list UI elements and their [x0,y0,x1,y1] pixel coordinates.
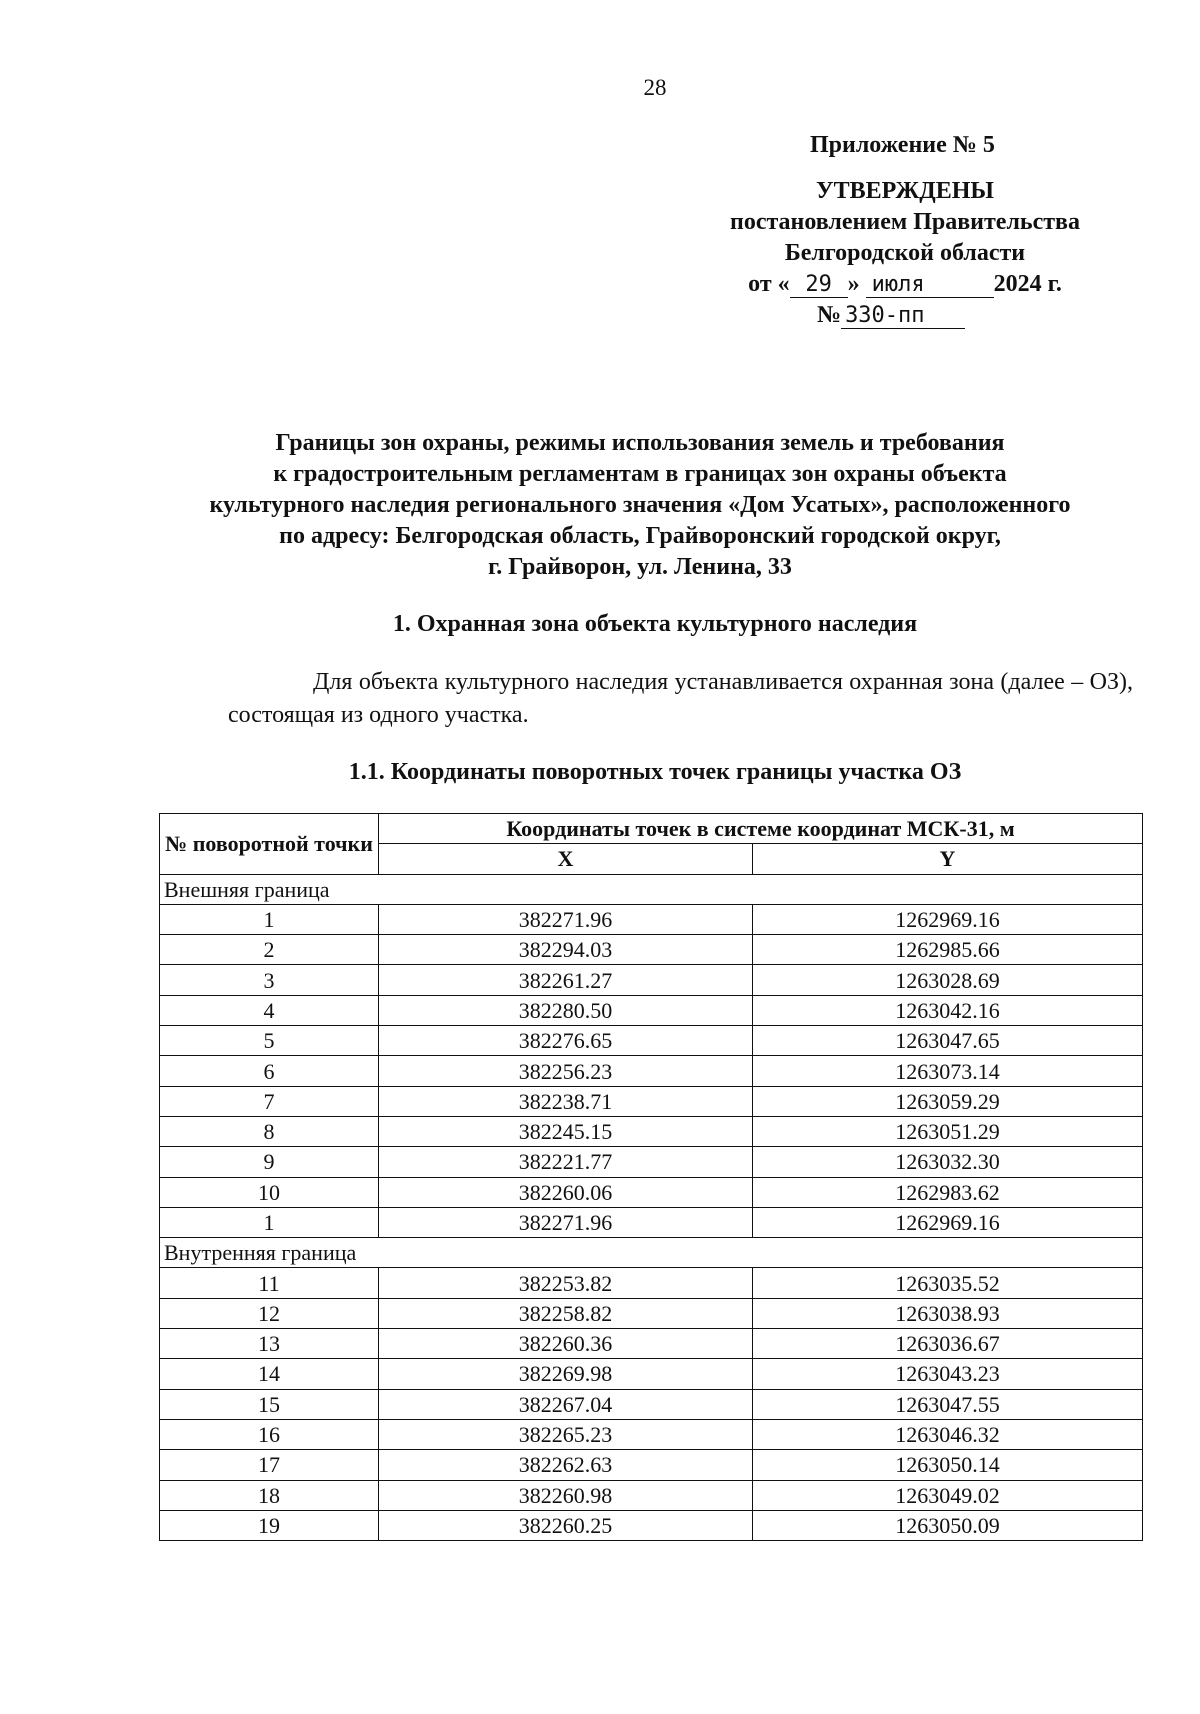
table-row [160,1177,1143,1207]
point-number-cell: 11 [160,1268,379,1298]
title-line: по адресу: Белгородская область, Грайворонский городской округ, [279,523,1001,549]
point-number-cell: 1 [160,1207,379,1237]
y-coordinate-cell: 1263028.69 [753,965,1143,995]
number-prefix: № [816,302,842,328]
table-body [160,874,1143,1541]
approval-number-line [660,300,1150,331]
x-coordinate-cell: 382280.50 [379,995,753,1025]
table-row [160,1086,1143,1116]
point-number-cell: 2 [160,935,379,965]
header-x: X [379,844,753,874]
group-row [160,874,1143,904]
table-row [160,1056,1143,1086]
point-number-cell: 10 [160,1177,379,1207]
y-coordinate-cell: 1263042.16 [753,995,1143,1025]
point-number-cell: 8 [160,1116,379,1146]
approval-line-1: постановлением Правительства [729,209,1080,235]
x-coordinate-cell: 382260.25 [379,1510,753,1540]
approval-block [660,130,1150,331]
y-coordinate-cell: 1263050.14 [753,1450,1143,1480]
y-coordinate-cell: 1263043.23 [753,1359,1143,1389]
point-number-cell: 16 [160,1419,379,1449]
approved-heading: УТВЕРЖДЕНЫ [816,178,994,204]
y-coordinate-cell: 1263049.02 [753,1480,1143,1510]
document-title [140,428,1140,583]
y-coordinate-cell: 1263050.09 [753,1510,1143,1540]
table-row [160,1329,1143,1359]
x-coordinate-cell: 382256.23 [379,1056,753,1086]
y-coordinate-cell: 1263036.67 [753,1329,1143,1359]
y-coordinate-cell: 1263032.30 [753,1147,1143,1177]
group-label: Внешняя граница [160,874,1143,904]
y-coordinate-cell: 1263047.65 [753,1026,1143,1056]
header-coordinates: Координаты точек в системе координат МСК-31, м [379,814,1143,844]
x-coordinate-cell: 382262.63 [379,1450,753,1480]
table-row [160,1207,1143,1237]
table-row [160,904,1143,934]
y-coordinate-cell: 1263073.14 [753,1056,1143,1086]
header-y: Y [753,844,1143,874]
y-coordinate-cell: 1262969.16 [753,904,1143,934]
x-coordinate-cell: 382221.77 [379,1147,753,1177]
x-coordinate-cell: 382276.65 [379,1026,753,1056]
point-number-cell: 4 [160,995,379,1025]
y-coordinate-cell: 1263038.93 [753,1298,1143,1328]
title-line: культурного наследия регионального значения «Дом Усатых», расположенного [209,492,1071,518]
point-number-cell: 12 [160,1298,379,1328]
coordinates-table [159,813,1143,1541]
x-coordinate-cell: 382265.23 [379,1419,753,1449]
group-row [160,1238,1143,1268]
point-number-cell: 7 [160,1086,379,1116]
x-coordinate-cell: 382294.03 [379,935,753,965]
point-number-cell: 14 [160,1359,379,1389]
x-coordinate-cell: 382260.36 [379,1329,753,1359]
table-row [160,1389,1143,1419]
table-row [160,1268,1143,1298]
y-coordinate-cell: 1262985.66 [753,935,1143,965]
x-coordinate-cell: 382238.71 [379,1086,753,1116]
y-coordinate-cell: 1263051.29 [753,1116,1143,1146]
y-coordinate-cell: 1263059.29 [753,1086,1143,1116]
appendix-label: Приложение № 5 [810,132,995,158]
table-row [160,1147,1143,1177]
x-coordinate-cell: 382245.15 [379,1116,753,1146]
table-row [160,1116,1143,1146]
point-number-cell: 13 [160,1329,379,1359]
table-row [160,1510,1143,1540]
x-coordinate-cell: 382271.96 [379,904,753,934]
group-label: Внутренняя граница [160,1238,1143,1268]
y-coordinate-cell: 1262983.62 [753,1177,1143,1207]
header-point-number: № поворотной точки [160,814,379,875]
table-row [160,1480,1143,1510]
date-day-field: 29 [790,273,848,298]
date-prefix: от « [748,271,790,297]
point-number-cell: 18 [160,1480,379,1510]
y-coordinate-cell: 1263046.32 [753,1419,1143,1449]
paragraph: Для объекта культурного наследия устанавливается охранная зона (далее – ОЗ), состоящая из одного участка. [228,669,1133,728]
x-coordinate-cell: 382269.98 [379,1359,753,1389]
point-number-cell: 19 [160,1510,379,1540]
date-year: 2024 г. [993,271,1062,297]
title-line: Границы зон охраны, режимы использования земель и требования [275,430,1005,456]
table-row [160,965,1143,995]
table-row [160,1298,1143,1328]
y-coordinate-cell: 1262969.16 [753,1207,1143,1237]
approval-date-line [660,269,1150,300]
point-number-cell: 1 [160,904,379,934]
table-row [160,1450,1143,1480]
date-mid: » [847,271,860,297]
x-coordinate-cell: 382260.06 [379,1177,753,1207]
x-coordinate-cell: 382261.27 [379,965,753,995]
point-number-cell: 15 [160,1389,379,1419]
point-number-cell: 9 [160,1147,379,1177]
x-coordinate-cell: 382258.82 [379,1298,753,1328]
point-number-cell: 5 [160,1026,379,1056]
x-coordinate-cell: 382253.82 [379,1268,753,1298]
page-number: 28 [643,75,667,100]
approval-number-field: 330-пп [841,304,965,329]
table-row [160,995,1143,1025]
title-line: к градостроительным регламентам в границах зон охраны объекта [273,461,1007,487]
table-row [160,1359,1143,1389]
table-row [160,1419,1143,1449]
point-number-cell: 6 [160,1056,379,1086]
title-line: г. Грайворон, ул. Ленина, 33 [488,554,792,580]
subsection-heading: 1.1. Координаты поворотных точек границы участка ОЗ [348,759,962,785]
y-coordinate-cell: 1263047.55 [753,1389,1143,1419]
point-number-cell: 3 [160,965,379,995]
x-coordinate-cell: 382260.98 [379,1480,753,1510]
x-coordinate-cell: 382271.96 [379,1207,753,1237]
section-heading: 1. Охранная зона объекта культурного наследия [392,611,918,637]
point-number-cell: 17 [160,1450,379,1480]
approval-line-2: Белгородской области [784,240,1026,266]
date-month-field: июля [866,273,994,298]
table-row [160,935,1143,965]
x-coordinate-cell: 382267.04 [379,1389,753,1419]
table-row [160,1026,1143,1056]
y-coordinate-cell: 1263035.52 [753,1268,1143,1298]
